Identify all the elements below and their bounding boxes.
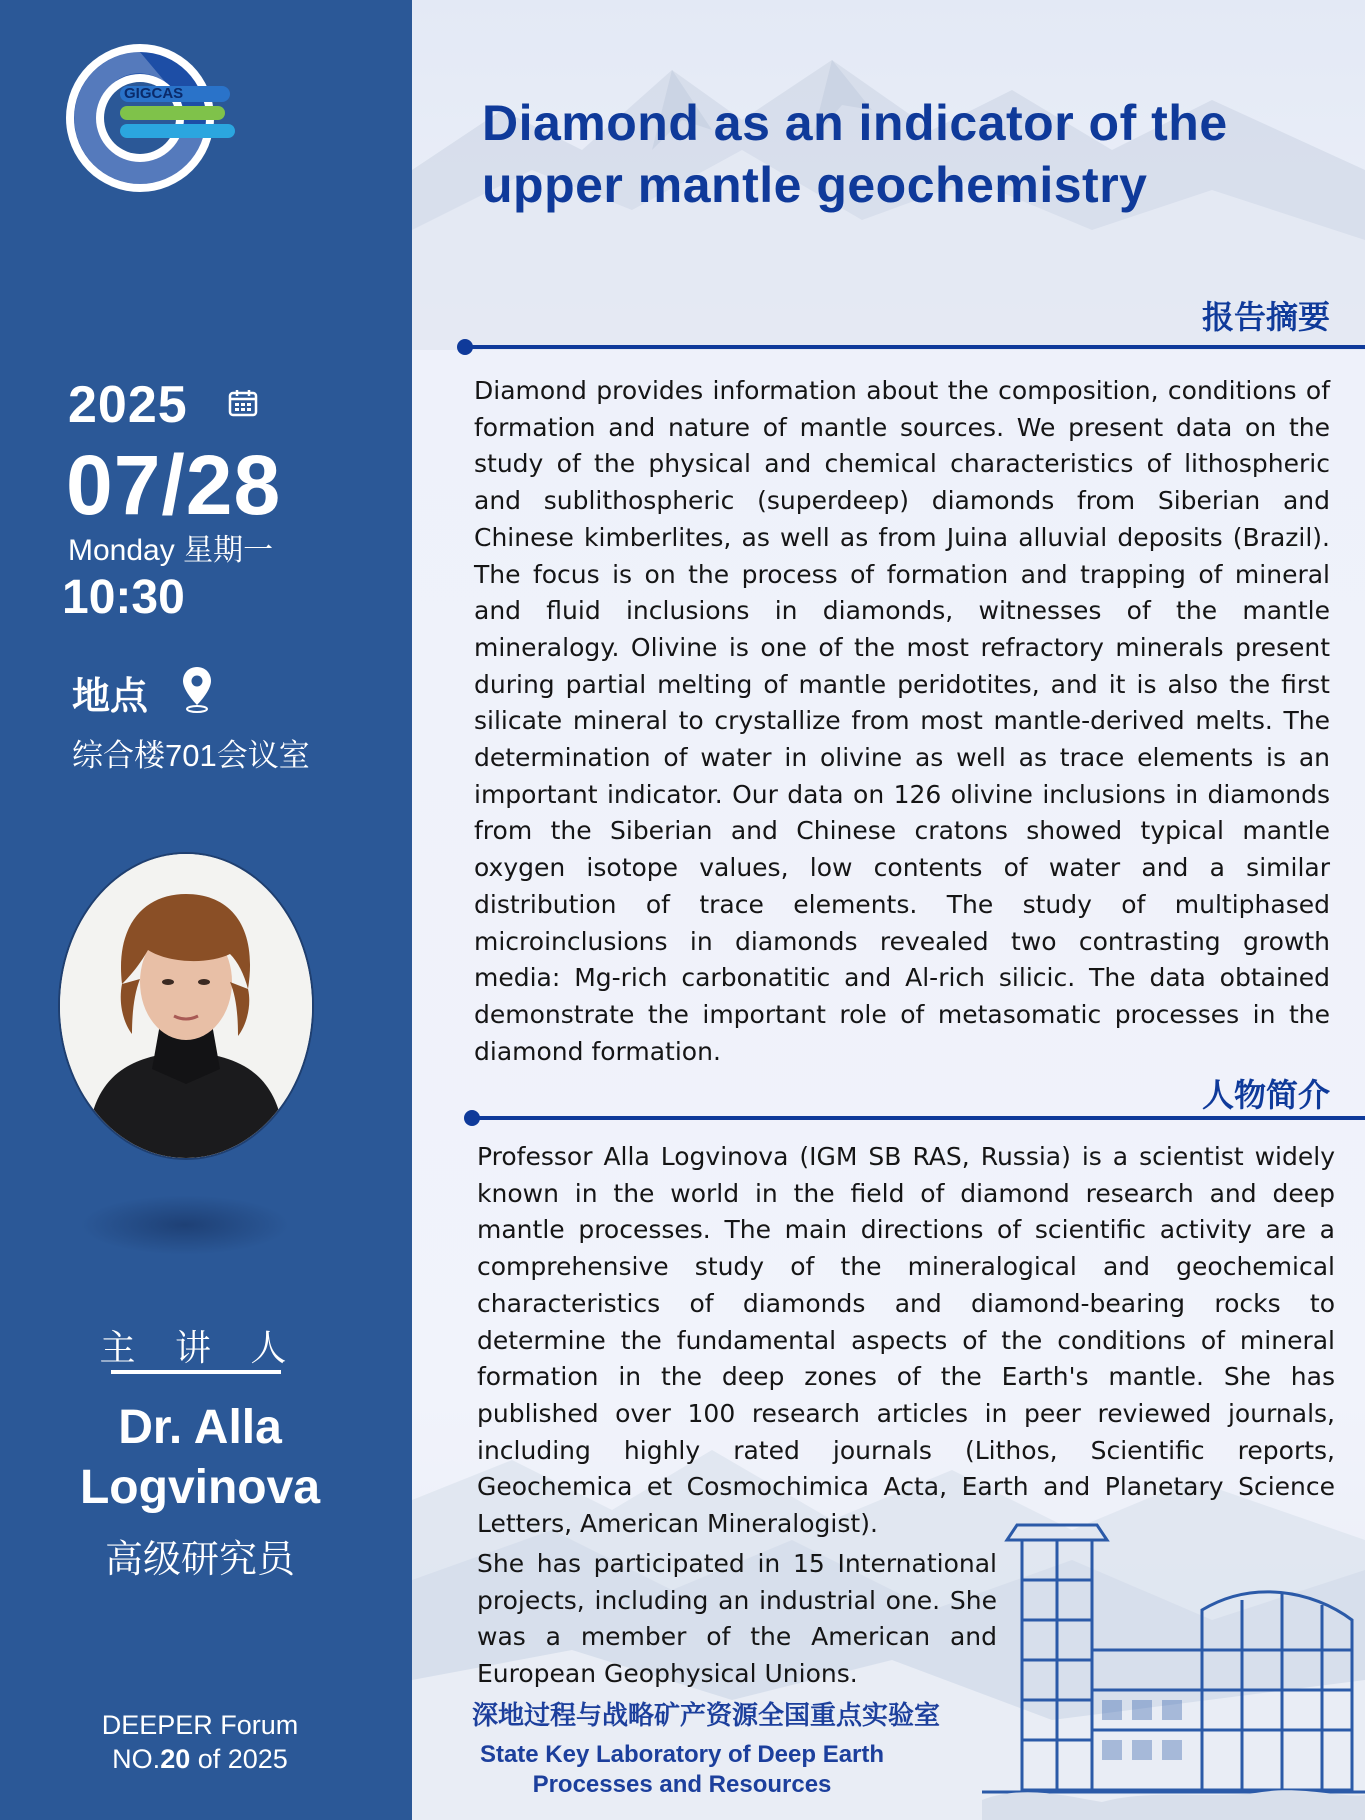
event-year: 2025: [68, 376, 188, 434]
speaker-divider: [111, 1370, 281, 1374]
speaker-title: 高级研究员: [104, 1537, 295, 1581]
abstract-rule: [465, 345, 1365, 349]
logo-text: GIGCAS: [124, 85, 184, 102]
location-label: 地点: [72, 674, 149, 718]
forum-number-prefix: NO.: [112, 1744, 161, 1774]
bio-text-2: [477, 1546, 997, 1693]
event-weekday: Monday 星期一: [68, 534, 274, 567]
main-content: [412, 0, 1365, 1820]
abstract-text: Diamond provides information about the composition, conditions of formation and nature of mantle sources. We present data on the study of the physical and chemical characteristics of lithospheric and sublithospheric (superdeep) diamonds from Siberian and Chinese kimberlites, as well as from Juina alluvial deposits (Brazil). The focus is on the process of formation and trapping of mineral and fluid inclusions in diamonds, witnesses of the mantle mineralogy. Olivine is one of the most refractory minerals present during partial melting of mantle peridotites, and it is also the first silicate mineral to crystallize from most mantle-derived melts. The determination of water in olivine as well as trace elements is an important indicator. Our data on 126 olivine inclusions in diamonds from the Siberian and Chinese cratons showed typical mantle oxygen isotope values, low contents of water and a similar distribution of trace elements. The study of multiphased microinclusions in diamonds revealed two contrasting growth media: Mg-rich carbonatitic and Al-rich silicic. The data obtained demonstrate the important role of metasomatic processes in the diamond formation.: [474, 376, 1330, 1066]
sidebar: [0, 0, 412, 1820]
event-date: 07/28: [66, 438, 282, 532]
talk-title-line1: Diamond as an indicator of the: [482, 95, 1228, 151]
calendar-icon: [228, 389, 258, 417]
bio-paragraph-2: She has participated in 15 International projects, including an industrial one. She was a member of the American and European Geophysical Unions.: [477, 1549, 997, 1689]
speaker-name: [0, 1398, 400, 1518]
talk-title: [482, 92, 1362, 216]
logo-icon: [60, 36, 240, 196]
photo-shadow: [80, 1195, 290, 1255]
lab-name-en: [472, 1740, 892, 1800]
forum-info: [0, 1708, 400, 1776]
forum-number-suffix: of 2025: [190, 1744, 288, 1774]
building-illustration: [982, 1520, 1365, 1820]
location-value: 综合楼701会议室: [72, 738, 310, 773]
bio-rule: [472, 1116, 1365, 1120]
forum-number-value: 20: [160, 1744, 191, 1774]
talk-title-line2: upper mantle geochemistry: [482, 157, 1148, 213]
forum-name: DEEPER Forum: [101, 1710, 299, 1740]
bio-heading: 人物简介: [1201, 1076, 1330, 1114]
lab-name-en-line1: State Key Laboratory of Deep Earth: [479, 1741, 885, 1768]
lab-name-en-line2: Processes and Resources: [532, 1771, 832, 1798]
location-pin-icon: [180, 665, 214, 713]
event-time: 10:30: [62, 571, 185, 624]
lab-name-cn: 深地过程与战略矿产资源全国重点实验室: [472, 1701, 941, 1731]
bio-paragraph-1: Professor Alla Logvinova (IGM SB RAS, Russia) is a scientist widely known in the world in the field of diamond research and deep mantle processes. The main directions of scientific activity are a comprehensive study of the mineralogical and geochemical characteristics of diamonds and diamond-bearing rocks to determine the fundamental aspects of the conditions of mineral formation in the deep zones of the Earth's mantle. She has published over 100 research articles in peer reviewed journals, including highly rated journals (Lithos, Scientific reports, Geochemica et Cosmochimica Acta, Earth and Planetary Science Letters, American Mineralogist).: [477, 1142, 1335, 1539]
forum-number: [0, 1742, 400, 1776]
bio-text: [477, 1139, 1335, 1543]
abstract-heading: 报告摘要: [1201, 298, 1330, 336]
speaker-name-line1: Dr. Alla: [118, 1401, 282, 1454]
speaker-photo: [58, 852, 314, 1160]
speaker-label: 主 讲 人: [99, 1328, 301, 1369]
speaker-name-line2: Logvinova: [79, 1461, 321, 1514]
